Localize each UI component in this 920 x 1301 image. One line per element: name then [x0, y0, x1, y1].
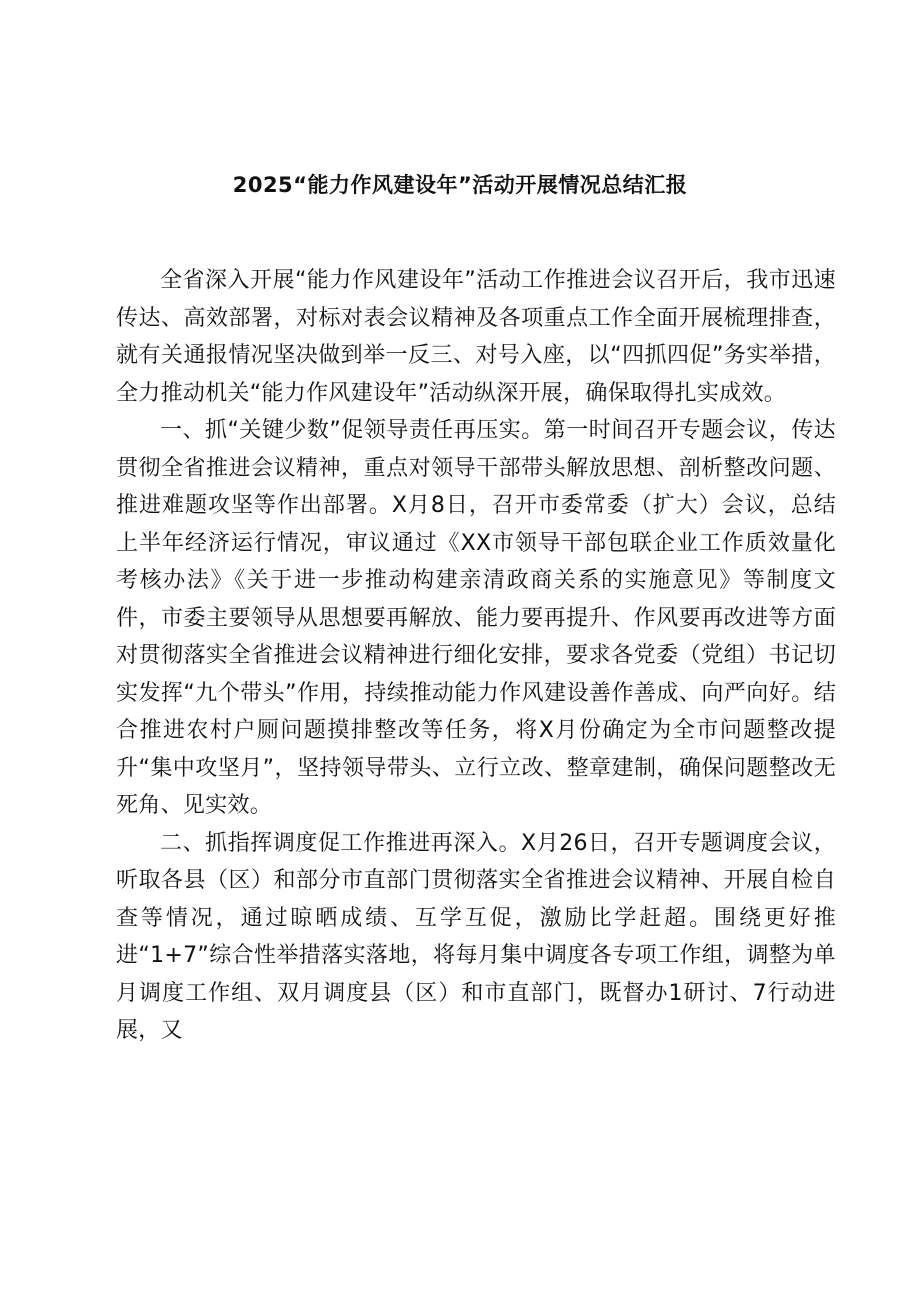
paragraph-intro: 全省深入开展“能力作风建设年”活动工作推进会议召开后，我市迅速传达、高效部署，对标对表会议精神及各项重点工作全面开展梳理排查，就有关通报情况坚决做到举一反三、对号入座，以“四抓四促”务实举措，全力推动机关“能力作风建设年”活动纵深开展，确保取得扎实成效。 — [116, 268, 836, 406]
document-title: 2025“能力作风建设年”活动开展情况总结汇报 — [232, 173, 688, 197]
paragraph-section-1: 一、抓“关键少数”促领导责任再压实。第一时间召开专题会议，传达贯彻全省推进会议精神，重点对领导干部带头解放思想、剖析整改问题、推进难题攻坚等作出部署。X月8日，召开市委常委（扩大）会议，总结上半年经济运行情况，审议通过《XX市领导干部包联企业工作质效量化考核办法》《关于进一步推动构建亲清政商关系的实施意见》等制度文件，市委主要领导从思想要再解放、能力要再提升、作风要再改进等方面对贯彻落实全省推进会议精神进行细化安排，要求各党委（党组）书记切实发挥“九个带头”作用，持续推动能力作风建设善作善成、向严向好。结合推进农村户厕问题摸排整改等任务，将X月份确定为全市问题整改提升“集中攻坚月”，坚持领导带头、立行立改、整章建制，确保问题整改无死角、见实效。 — [116, 418, 836, 818]
paragraph-section-2: 二、抓指挥调度促工作推进再深入。X月26日，召开专题调度会议，听取各县（区）和部分市直部门贯彻落实全省推进会议精神、开展自检自查等情况，通过晾晒成绩、互学互促，激励比学赶超。围绕更好推进“1+7”综合性举措落实落地，将每月集中调度各专项工作组，调整为单月调度工作组、双月调度县（区）和市直部门，既督办1研讨、7行动进展，又 — [116, 830, 836, 1043]
document-body — [116, 262, 836, 1050]
